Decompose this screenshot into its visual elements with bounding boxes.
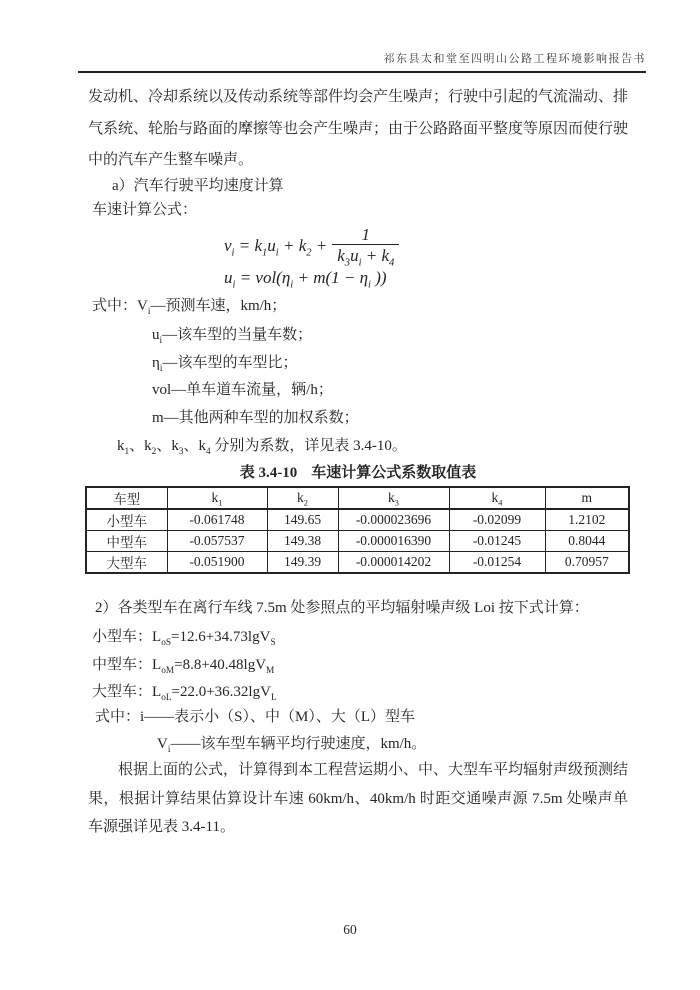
formula-large-vehicle: 大型车：$L_{oL}=22.0+36.32\lg V_L$ bbox=[92, 684, 277, 703]
table-header-cell: $k_2$ bbox=[267, 487, 338, 509]
table-header-cell: 车型 bbox=[86, 487, 167, 509]
table-cell: -0.01245 bbox=[449, 531, 545, 552]
table-cell: 149.39 bbox=[267, 552, 338, 574]
table-cell: -0.000023696 bbox=[338, 509, 449, 531]
speed-formula-label: 车速计算公式： bbox=[92, 202, 198, 218]
where-clause-speed: 式中：$V_i—$预测车速，km/h； bbox=[92, 298, 287, 317]
coefficient-table bbox=[85, 486, 630, 574]
formula-speed-fraction bbox=[332, 225, 399, 269]
formula-medium-vehicle: 中型车：$L_{oM}=8.8+40.48\lg V_M$ bbox=[92, 657, 275, 676]
table-cell: -0.02099 bbox=[449, 509, 545, 531]
definition-item-u: $u_i—$该车型的当量车数； bbox=[152, 327, 313, 346]
where-clause-noise-i: 式中：i——表示小（S）、中（M）、大（L）型车 bbox=[95, 709, 416, 725]
table-header-cell: $k_4$ bbox=[449, 487, 545, 509]
formula-speed-lhs: $v_i = k_1u_i + k_2$ + bbox=[224, 236, 328, 259]
heading-2-radiated-noise: 2）各类型车在离行车线 7.5m 处参照点的平均辐射噪声级 Loi 按下式计算： bbox=[95, 600, 589, 616]
definition-item-m: m—其他两种车型的加权系数； bbox=[152, 410, 359, 426]
table-row bbox=[86, 531, 629, 552]
table-header-cell: $k_1$ bbox=[167, 487, 267, 509]
where-clause-noise-v: $V_i——$该车型车辆平均行驶速度，km/h。 bbox=[157, 736, 427, 755]
formula-equivalent-volume: $u_i = vol(\eta_i + m(1 - \eta_i$ )) bbox=[224, 268, 387, 291]
table-cell: 0.8044 bbox=[545, 531, 629, 552]
table-cell: -0.01254 bbox=[449, 552, 545, 574]
formula-small-vehicle: 小型车：$L_{oS}=12.6+34.73\lg V_S$ bbox=[92, 629, 276, 648]
heading-a-speed-calc: a）汽车行驶平均速度计算 bbox=[112, 178, 284, 194]
header-title: 祁东县太和堂至四明山公路工程环境影响报告书 bbox=[383, 53, 646, 65]
fraction-denominator: $k_3u_i + k_4$ bbox=[332, 244, 399, 266]
definition-item-eta: $\eta_i—$该车型的车型比； bbox=[152, 355, 298, 374]
table-row bbox=[86, 509, 629, 531]
table-header-cell: $k_3$ bbox=[338, 487, 449, 509]
table-cell: -0.000016390 bbox=[338, 531, 449, 552]
paragraph-noise-sources: 发动机、冷却系统以及传动系统等部件均会产生噪声；行驶中引起的气流湍动、排气系统、轮胎与路面的摩擦等也会产生噪声；由于公路路面平整度等原因而使行驶中的汽车产生整车噪声。 bbox=[88, 89, 629, 168]
coefficients-note: $k_1$、$k_2$、$k_3$、$k_4$ 分别为系数，详见表 3.4-10。 bbox=[117, 438, 407, 457]
table-cell: 小型车 bbox=[86, 509, 167, 531]
page-header bbox=[78, 50, 646, 73]
table-cell: 1.2102 bbox=[545, 509, 629, 531]
table-header-row bbox=[86, 487, 629, 509]
page-number: 60 bbox=[343, 922, 357, 937]
table-row bbox=[86, 552, 629, 574]
table-cell: 0.70957 bbox=[545, 552, 629, 574]
table-cell: -0.051900 bbox=[167, 552, 267, 574]
table-cell: 中型车 bbox=[86, 531, 167, 552]
paragraph-prediction-results: 根据上面的公式，计算得到本工程营运期小、中、大型车平均辐射声级预测结果，根据计算结果估算设计车速 60km/h、40km/h 时距交通噪声源 7.5m 处噪声单车源强详见表 3.4-11。 bbox=[88, 762, 629, 835]
table-cell: -0.061748 bbox=[167, 509, 267, 531]
table-title bbox=[88, 461, 628, 482]
formula-speed bbox=[224, 225, 399, 269]
definition-item-vol: vol—单车道车流量，辆/h； bbox=[152, 382, 333, 398]
table-cell: 149.38 bbox=[267, 531, 338, 552]
table-cell: 149.65 bbox=[267, 509, 338, 531]
table-number: 表 3.4-10 bbox=[239, 465, 298, 481]
table-cell: 大型车 bbox=[86, 552, 167, 574]
fraction-numerator: 1 bbox=[361, 225, 371, 244]
table-cell: -0.057537 bbox=[167, 531, 267, 552]
table-caption: 车速计算公式系数取值表 bbox=[311, 465, 477, 481]
table-cell: -0.000014202 bbox=[338, 552, 449, 574]
table-header-cell: m bbox=[545, 487, 629, 509]
